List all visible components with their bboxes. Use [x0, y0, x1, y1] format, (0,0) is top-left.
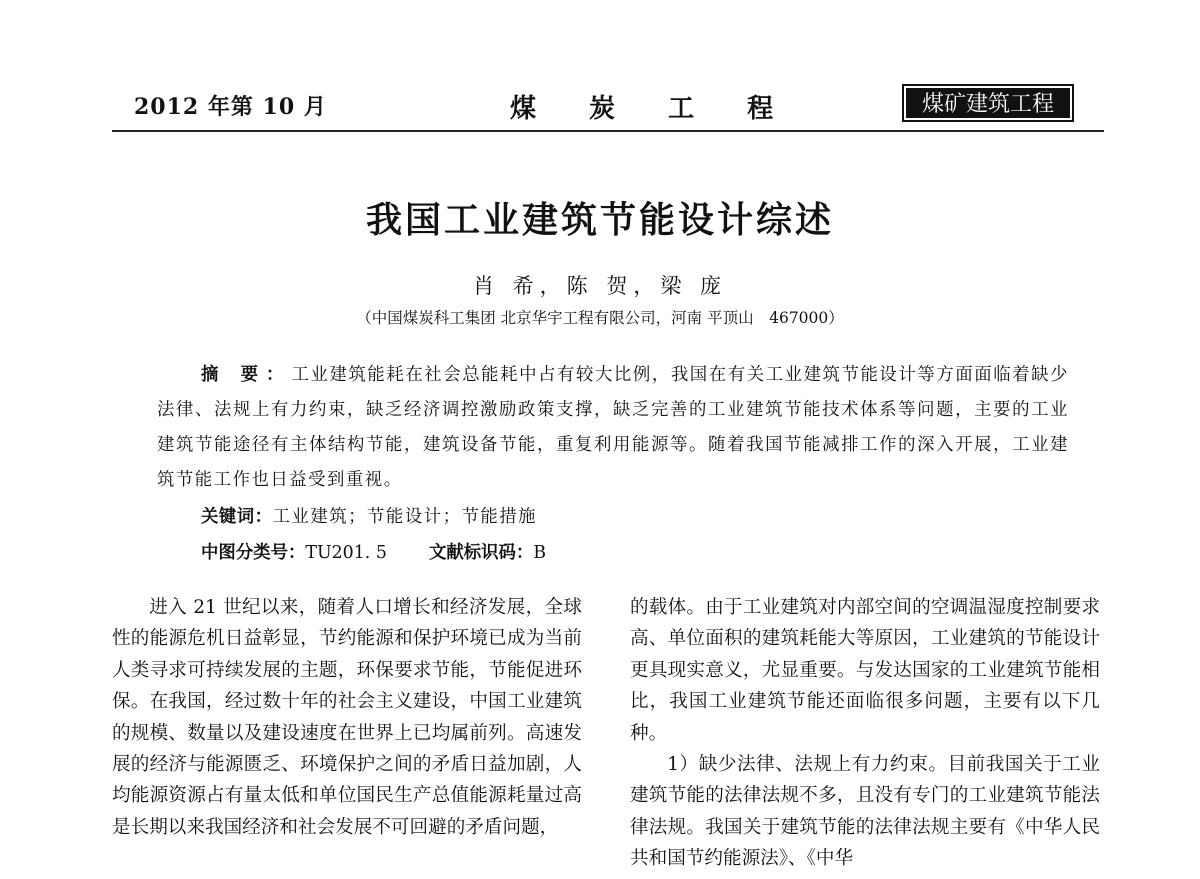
journal-name: 煤 炭 工 程 — [510, 94, 796, 124]
body-column-right — [630, 592, 1100, 875]
paper-authors: 肖 希，陈 贺，梁 庞 — [472, 274, 728, 298]
keywords-text: 工业建筑；节能设计；节能措施 — [272, 507, 538, 527]
body-paragraph: 的载体。由于工业建筑对内部空间的空调温湿度控制要求高、单位面积的建筑耗能大等原因，工业建筑的节能设计更具现实意义，尤显重要。与发达国家的工业建筑节能相比，我国工业建筑节能还面临很多问题，主要有以下几种。 — [630, 597, 1100, 744]
author-affiliation: （中国煤炭科工集团 北京华宇工程有限公司，河南 平顶山 467000） — [356, 309, 844, 327]
clc-label: 中图分类号： — [201, 543, 306, 563]
paper-title: 我国工业建筑节能设计综述 — [365, 200, 834, 241]
clc-value: TU201. 5 — [305, 543, 387, 563]
keywords-label: 关键词： — [201, 507, 273, 527]
body-paragraph: 1）缺少法律、法规上有力约束。目前我国关于工业建筑节能的法律法规不多，且没有专门的工业建筑节能法律法规。我国关于建筑节能的法律法规主要有《中华人民共和国节约能源法》、《中华 — [630, 754, 1100, 870]
doc-code-value: B — [533, 543, 547, 563]
abstract-text: 工业建筑能耗在社会总能耗中占有较大比例，我国在有关工业建筑节能设计等方面面临着缺少法律、法规上有力约束，缺乏经济调控激励政策支撑，缺乏完善的工业建筑节能技术体系等问题，主要的工业建筑节能途径有主体结构节能，建筑设备节能，重复利用能源等。随着我国节能减排工作的深入开展，工业建筑节能工作也日益受到重视。 — [157, 365, 1069, 490]
body-column-left — [112, 592, 582, 843]
abstract-label: 摘 要： — [201, 365, 292, 385]
doc-code-label: 文献标识码： — [428, 543, 534, 563]
abstract — [157, 358, 1069, 498]
section-badge: 煤矿建筑工程 — [902, 84, 1074, 122]
keywords — [201, 502, 537, 527]
classification-line — [201, 538, 546, 563]
journal-issue: 2012 年第 10 月 — [134, 94, 327, 120]
body-paragraph: 进入 21 世纪以来，随着人口增长和经济发展，全球性的能源危机日益彰显，节约能源和保护环境已成为当前人类寻求可持续发展的主题，环保要求节能，节能促进环保。在我国，经过数十年的社会主义建设，中国工业建筑的规模、数量以及建设速度在世界上已均属前列。高速发展的经济与能源匮乏、环境保护之间的矛盾日益加剧，人均能源资源占有量太低和单位国民生产总值能源耗量过高是长期以来我国经济和社会发展不可回避的矛盾问题， — [112, 597, 582, 838]
header-divider — [112, 130, 1104, 132]
